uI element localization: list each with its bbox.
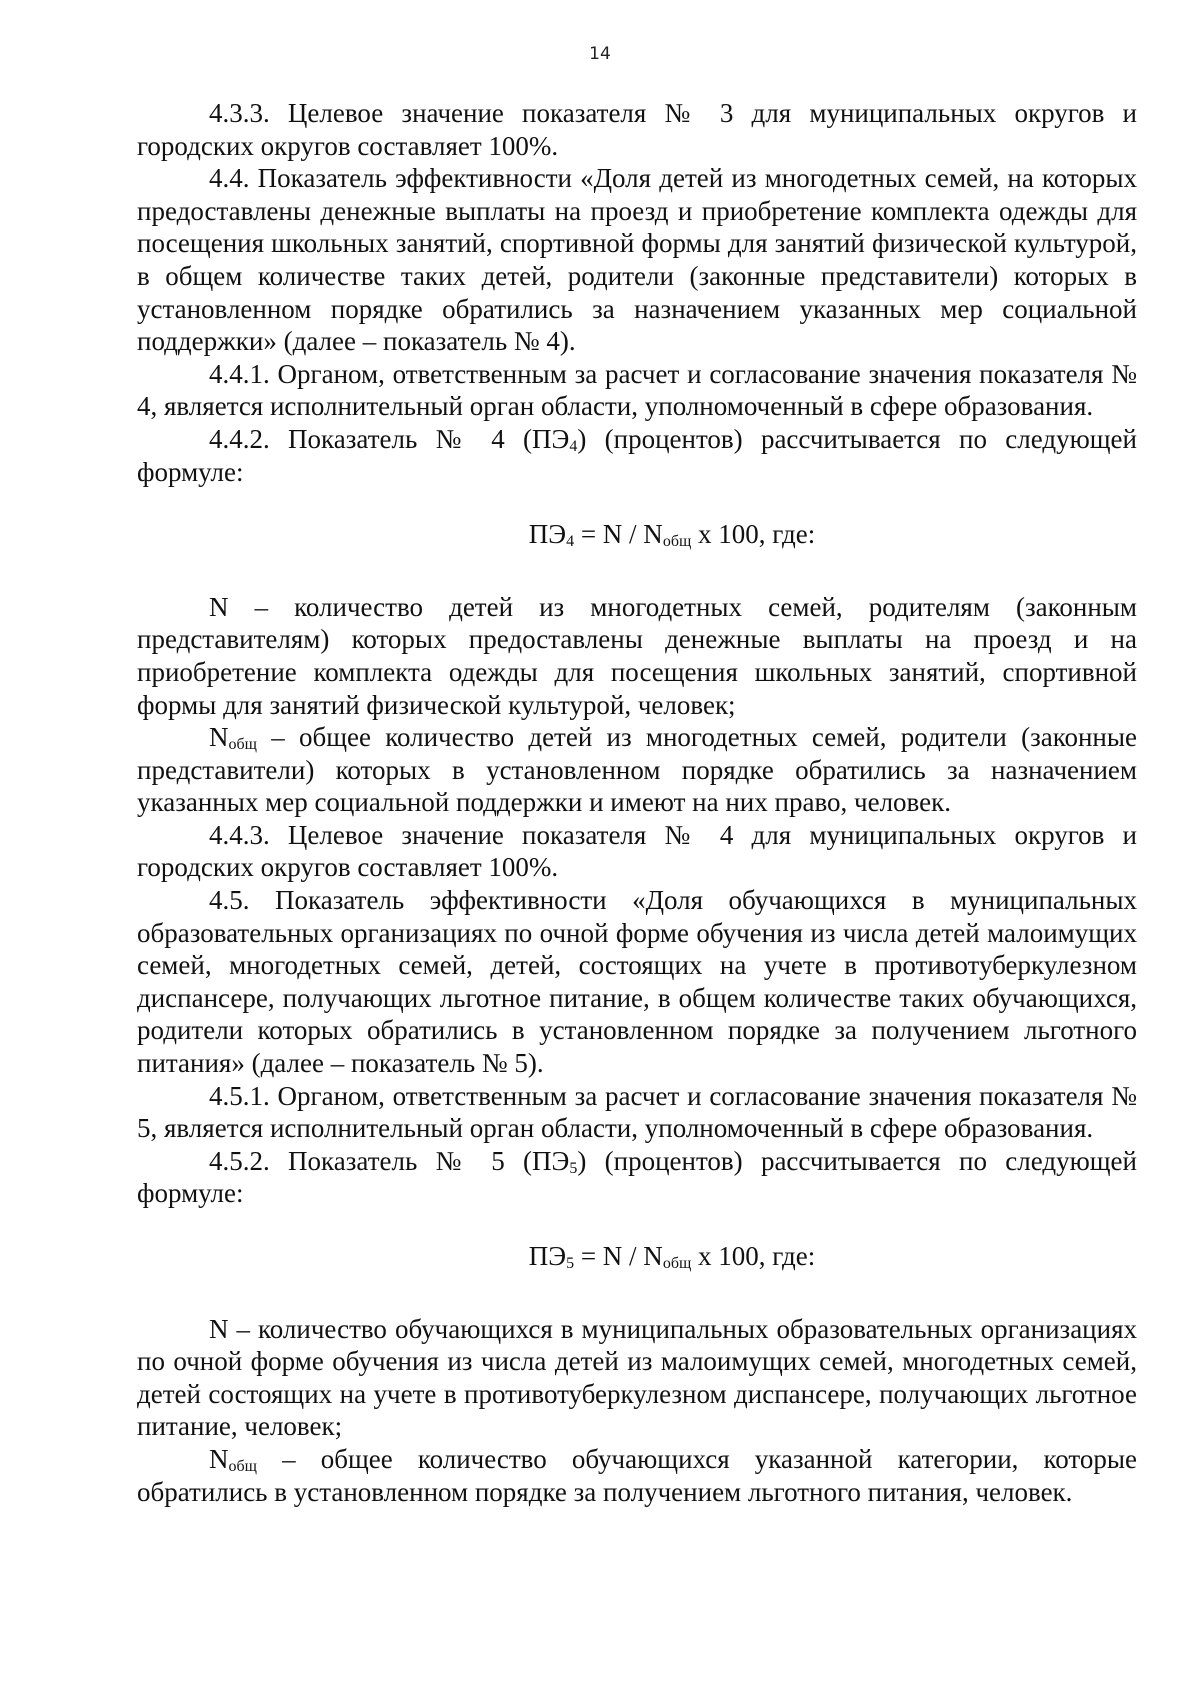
formula-5-lhs-subscript: 5: [566, 1255, 575, 1272]
paragraph-4-4-2: [137, 423, 1137, 488]
paragraph-4-3-3: 4.3.3. Целевое значение показателя № 3 для муниципальных округов и городских округов составляет 100%.: [137, 98, 1137, 161]
definition-4-n-total-subscript: общ: [228, 736, 257, 754]
paragraph-4-4-2-end: ) (процентов) рассчитывается по следующей формуле:: [137, 423, 1137, 487]
paragraph-4-5: 4.5. Показатель эффективности «Доля обучающихся в муниципальных образовательных организациях по очной форме обучения из числа детей малоимущих семей, многодетных семей, детей, состоящих на учете в противотуберкулезном диспансере, получающих льготное питание, в общем количестве таких обучающихся, родители которых обратились в установленном порядке за получением льготного питания» (далее – показатель № 5).: [137, 885, 1137, 1079]
definition-4-n-total-symbol: N: [209, 722, 229, 753]
definition-4-n: N – количество детей из многодетных семей, родителям (законным представителям) которых предоставлены денежные выплаты на проезд и на приобретение комплекта одежды для посещения школьных занятий, спортивной формы для занятий физической культурой, человек;: [137, 591, 1137, 720]
paragraph-4-4-3: 4.4.3. Целевое значение показателя № 4 для муниципальных округов и городских округов составляет 100%.: [137, 819, 1137, 883]
formula-5-mid-subscript: общ: [662, 1255, 692, 1272]
definition-4-n-total-text: – общее количество детей из многодетных семей, родители (законные представители) которых в установленном порядке обратились за назначением указанных мер социальной поддержки и имеют на них право, человек.: [137, 722, 1137, 818]
definition-5-n-total: [137, 1443, 1137, 1508]
formula-4-mid: = N / N: [574, 519, 663, 550]
definition-5-n-total-subscript: общ: [228, 1457, 257, 1475]
formula-4-lhs-subscript: 4: [566, 533, 575, 551]
paragraph-4-5-2-subscript: 5: [569, 1159, 578, 1177]
paragraph-4-5-2-start: 4.5.2. Показатель № 5 (ПЭ: [209, 1145, 570, 1176]
definition-5-n-total-text: – общее количество обучающихся указанной категории, которые обратились в установленном порядке за получением льготного питания, человек.: [137, 1443, 1137, 1507]
paragraph-4-4: 4.4. Показатель эффективности «Доля детей из многодетных семей, на которых предоставлены денежные выплаты на проезд и приобретение комплекта одежды для посещения школьных занятий, спортивной формы для занятий физической культурой, в общем количестве таких детей, родители (законные представители) которых в установленном порядке обратились за назначением указанных мер социальной поддержки» (далее – показатель № 4).: [137, 163, 1137, 357]
paragraph-4-5-2: [137, 1145, 1137, 1210]
formula-5-lhs: ПЭ: [528, 1241, 567, 1271]
formula-5-rhs: х 100, где:: [691, 1241, 816, 1271]
paragraph-4-5-2-end: ) (процентов) рассчитывается по следующей формуле:: [137, 1145, 1137, 1209]
paragraph-4-4-1: 4.4.1. Органом, ответственным за расчет и согласование значения показателя № 4, является исполнительный орган области, уполномоченный в сфере образования.: [137, 358, 1137, 422]
formula-indicator-4: [207, 518, 1137, 551]
formula-indicator-5: [207, 1240, 1137, 1273]
definition-5-n: N – количество обучающихся в муниципальных образовательных организациях по очной форме обучения из числа детей из малоимущих семей, многодетных семей, детей состоящих на учете в противотуберкулезном диспансере, получающих льготное питание, человек;: [137, 1313, 1137, 1442]
page-number: 14: [589, 44, 611, 64]
paragraph-4-5-1: 4.5.1. Органом, ответственным за расчет и согласование значения показателя № 5, является исполнительный орган области, уполномоченный в сфере образования.: [137, 1080, 1137, 1144]
formula-5-mid: = N / N: [574, 1241, 663, 1271]
formula-4-lhs: ПЭ: [528, 519, 567, 550]
definition-4-n-total: [137, 721, 1137, 819]
formula-4-rhs: х 100, где:: [691, 519, 816, 550]
formula-4-mid-subscript: общ: [662, 533, 692, 551]
paragraph-4-4-2-start: 4.4.2. Показатель № 4 (ПЭ: [209, 423, 570, 454]
document-body: [137, 97, 1137, 1508]
definition-5-n-total-symbol: N: [209, 1443, 229, 1474]
paragraph-4-4-2-subscript: 4: [569, 437, 578, 455]
